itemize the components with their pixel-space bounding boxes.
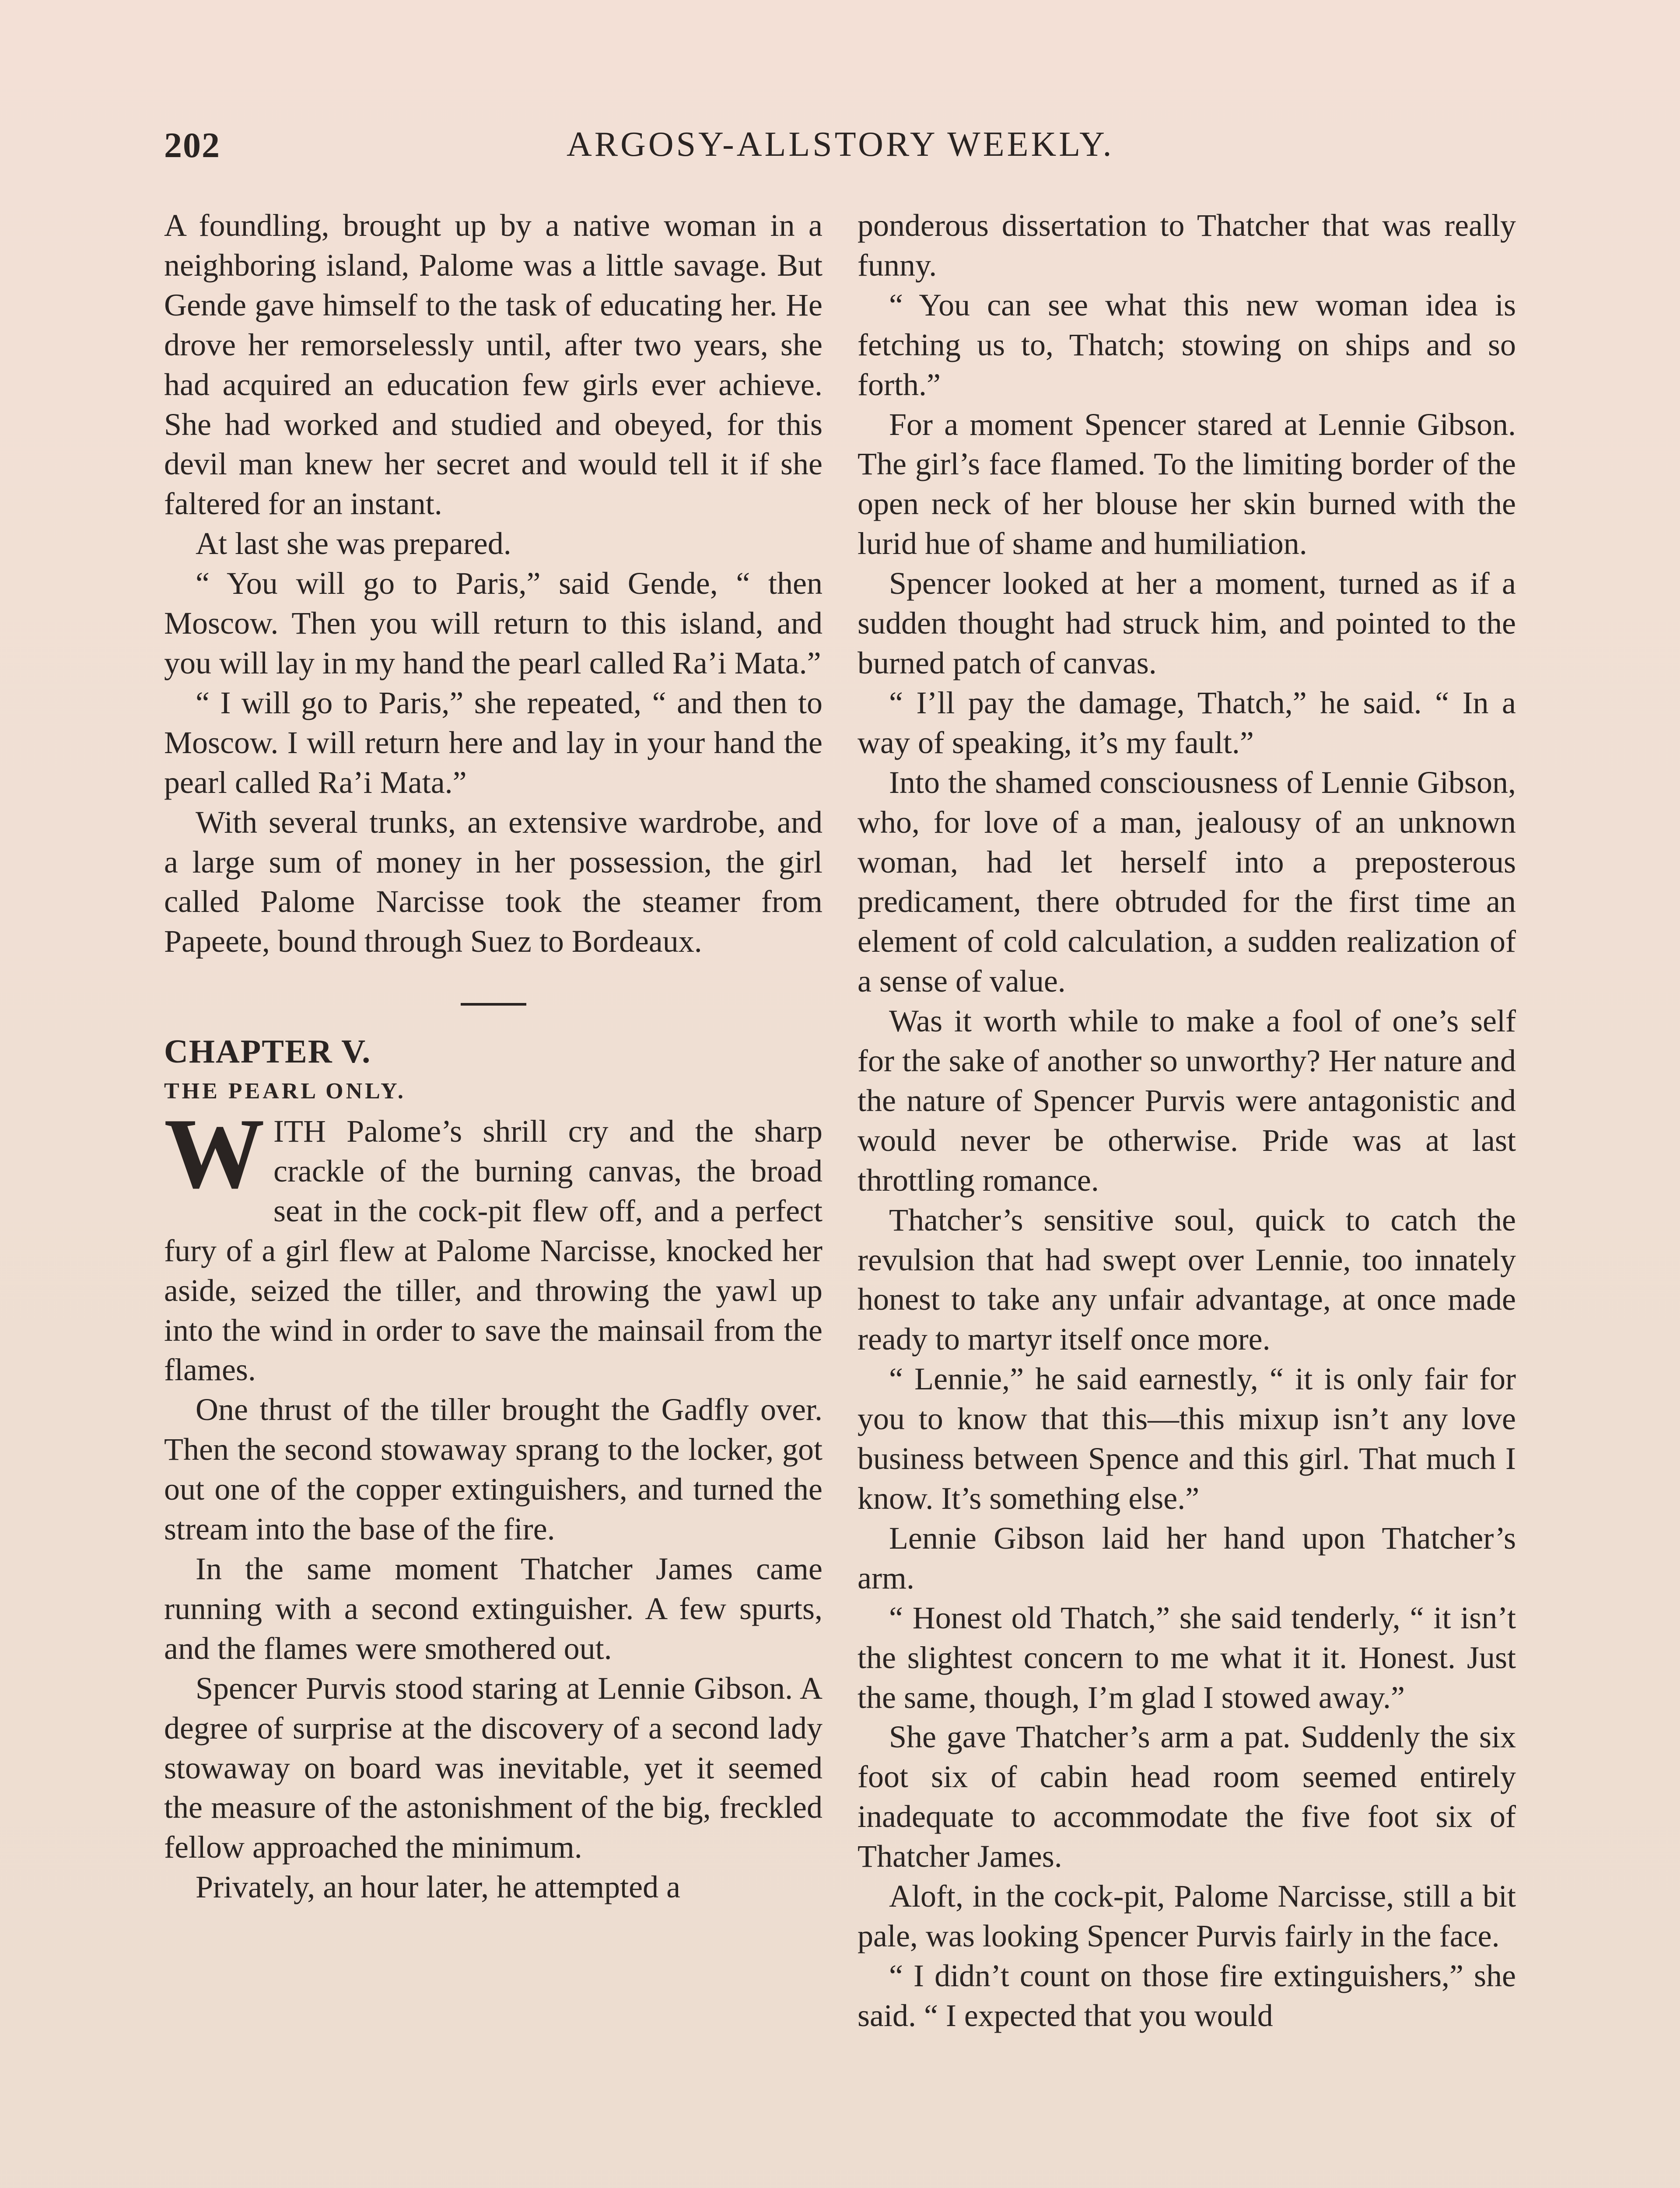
- page-header: [164, 125, 1516, 186]
- chapter-title: CHAPTER V.: [164, 1033, 371, 1070]
- paragraph: “ I didn’t count on those fire extinguishers,” she said. “ I expected that you would: [858, 1958, 1516, 2033]
- text-columns: [164, 206, 1516, 2188]
- paragraph: “ I will go to Paris,” she repeated, “ and then to Moscow. I will return here and lay in your hand the pearl called Ra’i Mata.”: [164, 685, 822, 800]
- paragraph: For a moment Spencer stared at Lennie Gibson. The girl’s face flamed. To the limiting border of the open neck of her blouse her skin burned with the lurid hue of shame and humiliation.: [858, 407, 1516, 561]
- paragraph: In the same moment Thatcher James came running with a second extinguisher. A few spurts, and the flames were smothered out.: [164, 1551, 822, 1666]
- paragraph: ponderous dissertation to Thatcher that was really funny.: [858, 208, 1516, 283]
- running-head: ARGOSY-ALLSTORY WEEKLY.: [567, 125, 1114, 164]
- paragraph: “ I’ll pay the damage, Thatch,” he said. “ In a way of speaking, it’s my fault.”: [858, 685, 1516, 760]
- drop-cap: W: [164, 1098, 265, 1210]
- paragraph: Lennie Gibson laid her hand upon Thatcher’s arm.: [858, 1520, 1516, 1595]
- page-number: 202: [164, 125, 220, 165]
- paragraph: Privately, an hour later, he attempted a: [196, 1869, 681, 1905]
- paragraph: “ Lennie,” he said earnestly, “ it is only fair for you to know that this—this mixup isn’t any love business between Spence and this girl. That much I know. It’s something else.”: [858, 1361, 1516, 1516]
- paragraph: Spencer Purvis stood staring at Lennie Gibson. A degree of surprise at the discovery of a second lady stowaway on board was inevitable, yet it seemed the measure of the astonishment of the big, freckled fellow approached the minimum.: [164, 1670, 822, 1865]
- chapter-opening-paragraph: [164, 1098, 822, 1390]
- paragraph: With several trunks, an extensive wardrobe, and a large sum of money in her possession, the girl called Palome Narcisse took the steamer from Papeete, bound through Suez to Bordeaux.: [164, 804, 822, 959]
- paragraph: One thrust of the tiller brought the Gadfly over. Then the second stowaway sprang to the locker, got out one of the copper extinguishers, and turned the stream into the base of the fire.: [164, 1392, 822, 1547]
- paragraph: Into the shamed consciousness of Lennie Gibson, who, for love of a man, jealousy of an unknown woman, had let herself into a preposterous predicament, there obtruded for the first time an element of cold calculation, a sudden realization of a sense of value.: [858, 764, 1516, 999]
- paragraph: Spencer looked at her a moment, turned as if a sudden thought had struck him, and pointed to the burned patch of canvas.: [858, 566, 1516, 680]
- paragraph-text: ITH Palome’s shrill cry and the sharp crackle of the burning canvas, the broad seat in the cock-pit flew off, and a perfect fury of a girl flew at Palome Narcisse, knocked her aside, seized the tiller, and throwing the yawl up into the wind in order to save the mainsail from the flames.: [164, 1114, 822, 1388]
- paragraph: Aloft, in the cock-pit, Palome Narcisse, still a bit pale, was looking Spencer Purvis fairly in the face.: [858, 1879, 1516, 1953]
- paragraph: At last she was prepared.: [196, 526, 511, 561]
- right-column: [858, 206, 1516, 2188]
- paragraph: “ You can see what this new woman idea is fetching us to, Thatch; stowing on ships and so forth.”: [858, 287, 1516, 402]
- paragraph: Was it worth while to make a fool of one’s self for the sake of another so unworthy? Her nature and the nature of Spencer Purvis were antagonistic and would never be otherwise. Pride was at last throttling romance.: [858, 1003, 1516, 1198]
- paragraph: “ You will go to Paris,” said Gende, “ then Moscow. Then you will return to this island, and you will lay in my hand the pearl called Ra’i Mata.”: [164, 566, 822, 680]
- chapter-subtitle: THE PEARL ONLY.: [164, 1079, 406, 1104]
- paragraph: She gave Thatcher’s arm a pat. Suddenly the six foot six of cabin head room seemed entirely inadequate to accommodate the five foot six of Thatcher James.: [858, 1719, 1516, 1874]
- paragraph: Thatcher’s sensitive soul, quick to catch the revulsion that had swept over Lennie, too innately honest to take any unfair advantage, at once made ready to martyr itself once more.: [858, 1202, 1516, 1357]
- paragraph: A foundling, brought up by a native woman in a neighboring island, Palome was a little savage. But Gende gave himself to the task of educating her. He drove her remorselessly until, after two years, she had acquired an education few girls ever achieve. She had worked and studied and obeyed, for this devil man knew her secret and would tell it if she faltered for an instant.: [164, 208, 822, 522]
- section-divider: [461, 1003, 526, 1006]
- paragraph: “ Honest old Thatch,” she said tenderly, “ it isn’t the slightest concern to me what it it. Honest. Just the same, though, I’m glad I stowed away.”: [858, 1600, 1516, 1715]
- left-column: [164, 206, 822, 2188]
